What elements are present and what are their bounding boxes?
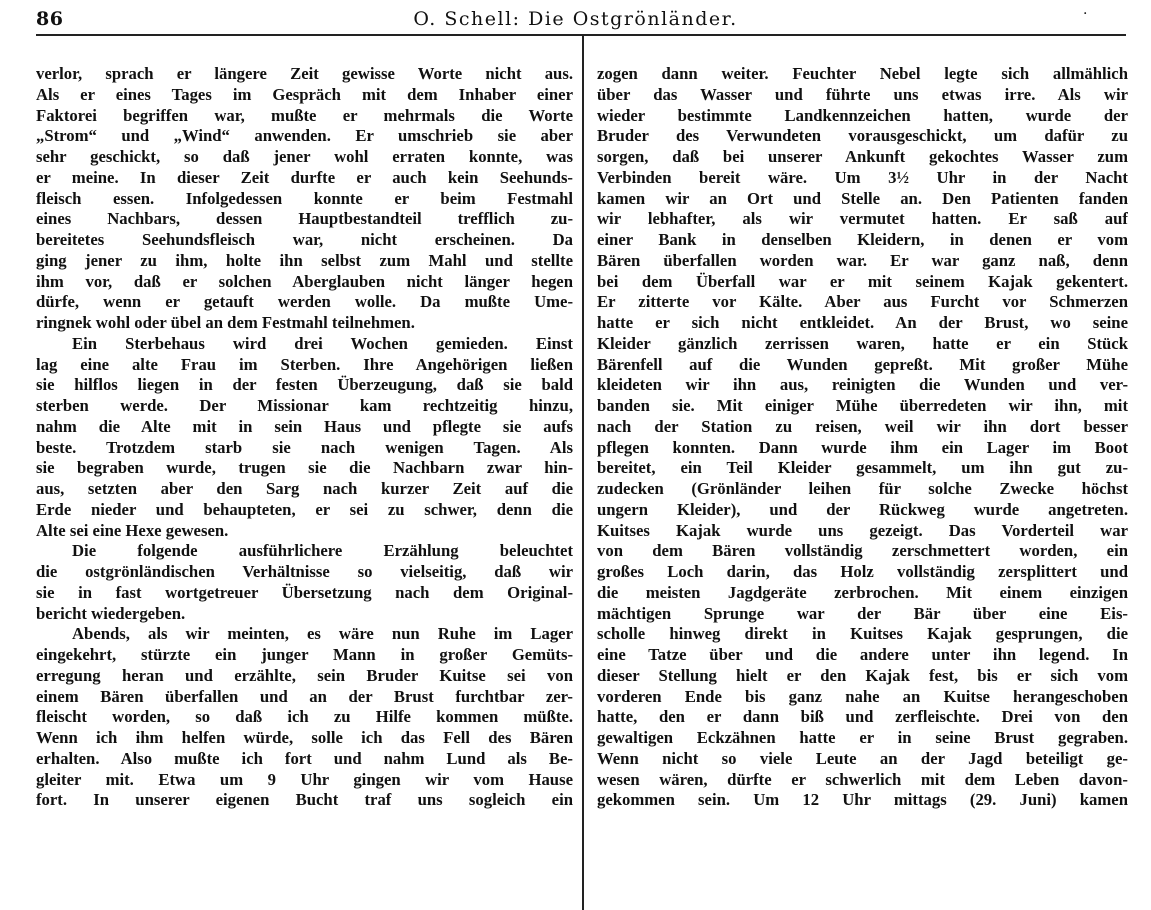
text-line: Alte sei eine Hexe gewesen. <box>36 520 229 540</box>
text-line: ihm vor, daß er solchen Aberglauben nicht länger hegen <box>36 271 573 291</box>
text-line: ging jener zu ihm, holte ihn selbst zum Mahl und stellte <box>36 250 573 270</box>
text-line: ungern Kleider), und der Rückweg wurde angetreten. <box>597 499 1128 519</box>
text-line: wir lebhafter, als wir vermutet hatten. Er saß auf <box>597 209 1128 229</box>
text-line: eingekehrt, stürzte ein junger Mann in großer Gemüts- <box>36 645 573 664</box>
text-line: fleischt worden, so daß ich zu Hilfe kommen müßte. <box>36 707 573 727</box>
text-line: gleiter mit. Etwa um 9 Uhr gingen wir vom Hause <box>36 769 573 789</box>
text-line: eines Nachbars, dessen Hauptbestandteil trefflich zu- <box>36 209 573 229</box>
text-line: bericht wiedergeben. <box>36 603 186 623</box>
text-line: nach der Station zu reisen, weil wir ihn dort besser <box>597 416 1128 436</box>
text-line: Wenn nicht so viele Leute an der Jagd beteiligt ge- <box>597 748 1128 768</box>
text-line: er meine. In dieser Zeit durfte er auch kein Seehunds- <box>36 167 573 187</box>
left-text-column <box>36 64 573 811</box>
text-line: hatte er sich nicht entkleidet. An der Brust, wo seine <box>597 313 1128 332</box>
text-line: Die folgende ausführlichere Erzählung beleuchtet <box>72 541 573 561</box>
text-line: die ostgrönländischen Verhältnisse so vielseitig, daß wir <box>36 562 573 581</box>
text-line: von dem Bären vollständig zerschmettert worden, ein <box>597 541 1128 561</box>
text-line: scholle hinweg direkt in Kuitses Kajak gesprungen, die <box>597 624 1128 644</box>
text-line: sorgen, daß bei unserer Ankunft gekochtes Wasser zum <box>597 147 1128 166</box>
running-title: O. Schell: Die Ostgrönländer. <box>413 8 738 30</box>
text-line: bei dem Überfall war er mit seinem Kajak gekentert. <box>597 271 1128 291</box>
text-line: aus, setzten aber den Sarg nach kurzer Zeit auf die <box>36 479 573 498</box>
text-line: verlor, sprach er längere Zeit gewisse Worte nicht aus. <box>36 64 573 83</box>
text-line: Bärenfell auf die Wunden gepreßt. Mit großer Mühe <box>597 354 1128 374</box>
text-line: dürfe, wenn er getauft werden wolle. Da mußte Ume- <box>36 292 573 312</box>
text-line: Bären überfallen worden war. Er war ganz naß, denn <box>597 250 1128 270</box>
text-line: fleisch essen. Infolgedessen konnte er beim Festmahl <box>36 188 573 208</box>
text-line: fort. In unserer eigenen Bucht traf uns sogleich ein <box>36 790 573 810</box>
text-line: beste. Trotzdem starb sie nach wenigen Tagen. Als <box>36 437 573 457</box>
text-line: zogen dann weiter. Feuchter Nebel legte sich allmählich <box>597 64 1128 83</box>
text-line: sie in fast wortgetreuer Übersetzung nach dem Original- <box>36 582 573 602</box>
text-line: Faktorei begriffen war, mußte er mehrmals die Worte <box>36 105 573 125</box>
text-line: über das Wasser und führte uns etwas irre. Als wir <box>597 84 1128 104</box>
text-line: mächtigen Sprunge war der Bär über eine Eis- <box>597 603 1128 623</box>
text-line: gekommen sein. Um 12 Uhr mittags (29. Juni) kamen <box>597 790 1128 810</box>
text-line: Als er eines Tages im Gespräch mit dem Inhaber einer <box>36 84 573 104</box>
text-line: kamen wir an Ort und Stelle an. Den Patienten fanden <box>597 188 1128 208</box>
text-line: Kleider gänzlich zerrissen waren, hatte er ein Stück <box>597 333 1128 353</box>
text-line: Wenn ich ihm helfen würde, solle ich das Fell des Bären <box>36 728 573 747</box>
text-line: eine Tatze über und die andere unter ihn legend. In <box>597 645 1128 664</box>
header-rule <box>36 34 1126 36</box>
text-line: hatte, den er dann biß und zerfleischte. Drei von den <box>597 707 1128 727</box>
text-line: Verbinden bereit wäre. Um 3½ Uhr in der Nacht <box>597 167 1128 187</box>
text-line: großes Loch darin, das Holz vollständig zersplittert und <box>597 562 1128 581</box>
text-line: lag eine alte Frau im Sterben. Ihre Angehörigen ließen <box>36 354 573 374</box>
text-line: Bruder des Verwundeten vorausgeschickt, um dafür zu <box>597 126 1128 146</box>
text-line: erregung heran und erzählte, sein Bruder Kuitse sei von <box>36 665 573 685</box>
text-line: die meisten Jagdgeräte zerbrochen. Mit einem einzigen <box>597 582 1128 602</box>
column-divider <box>582 36 584 910</box>
text-line: bereitet, ein Teil Kleider gesammelt, um ihn gut zu- <box>597 458 1128 478</box>
text-line: sterben werde. Der Missionar kam rechtzeitig hinzu, <box>36 396 573 415</box>
text-line: zudecken (Grönländer leihen für solche Zwecke höchst <box>597 479 1128 498</box>
text-line: Ein Sterbehaus wird drei Wochen gemieden. Einst <box>72 333 573 353</box>
text-line: Kuitses Kajak wurde uns gezeigt. Das Vorderteil war <box>597 520 1128 540</box>
text-line: Erde nieder und behaupteten, er sei zu schwer, denn die <box>36 499 573 519</box>
text-line: banden sie. Mit einiger Mühe überredeten wir ihn, mit <box>597 396 1128 415</box>
text-line: Er zitterte vor Kälte. Aber aus Furcht vor Schmerzen <box>597 292 1128 312</box>
text-line: bereitetes Seehundsfleisch war, nicht erscheinen. Da <box>36 230 573 249</box>
text-line: vorderen Ende bis ganz nahe an Kuitse herangeschoben <box>597 686 1128 706</box>
text-line: Abends, als wir meinten, es wäre nun Ruhe im Lager <box>72 624 573 644</box>
right-text-column <box>597 64 1128 811</box>
header-mark: · <box>1083 6 1088 22</box>
text-line: erhalten. Also mußte ich fort und nahm Lund als Be- <box>36 748 573 768</box>
text-line: nahm die Alte mit in sein Haus und pflegte sie aufs <box>36 416 573 436</box>
text-line: sehr geschickt, so daß jener wohl erraten konnte, was <box>36 147 573 166</box>
text-line: „Strom“ und „Wind“ anwenden. Er umschrieb sie aber <box>36 126 573 146</box>
text-line: dieser Stellung hielt er den Kajak fest, bis er sich vom <box>597 665 1128 685</box>
text-line: einem Bären überfallen und an der Brust furchtbar zer- <box>36 686 573 706</box>
text-line: sie begraben wurde, trugen sie die Nachbarn zwar hin- <box>36 458 573 478</box>
text-line: pflegen konnten. Dann wurde ihm ein Lager im Boot <box>597 437 1128 457</box>
text-line: gewaltigen Eckzähnen hatte er in seine Brust gegraben. <box>597 728 1128 747</box>
text-line: wieder bestimmte Landkennzeichen hatten, wurde der <box>597 105 1128 125</box>
text-line: einer Bank in denselben Kleidern, in denen er vom <box>597 230 1128 249</box>
text-line: sie hilflos liegen in der festen Überzeugung, daß sie bald <box>36 375 573 395</box>
page-header <box>0 0 1151 40</box>
text-line: ringnek wohl oder übel an dem Festmahl teilnehmen. <box>36 313 415 332</box>
text-line: kleideten wir ihn aus, reinigten die Wunden und ver- <box>597 375 1128 395</box>
text-line: wesen wären, dürfte er schwerlich mit dem Leben davon- <box>597 769 1128 789</box>
page-number: 86 <box>36 8 64 30</box>
